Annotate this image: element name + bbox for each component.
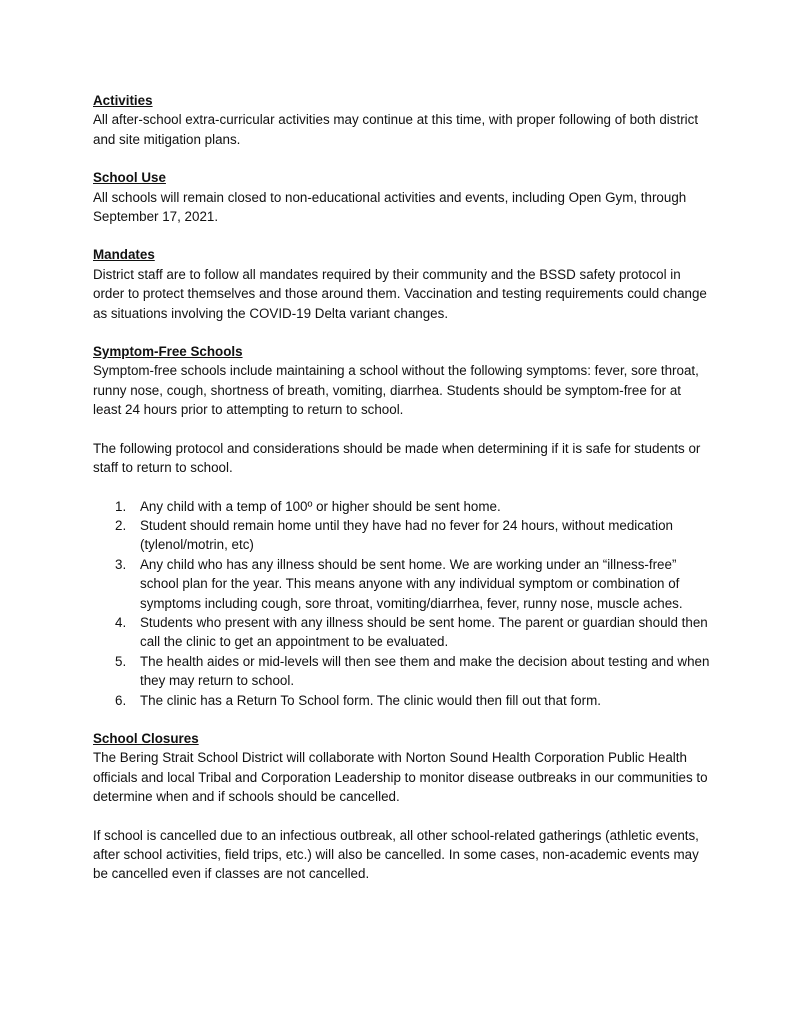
list-item-text: The health aides or mid-levels will then see them and make the decision about testing and when they may return to school.: [140, 653, 710, 689]
list-item-text: The clinic has a Return To School form. The clinic would then fill out that form.: [140, 692, 601, 708]
list-item-number: 5.: [115, 653, 127, 669]
list-item: [93, 555, 713, 613]
list-item-number: 4.: [115, 614, 127, 630]
document-page: [93, 91, 713, 903]
section-paragraph: Symptom-free schools include maintaining a school without the following symptoms: fever, sore throat, runny nose, cough, shortness of breath, vomiting, diarrhea. Students should be symptom-free for at least 24 hours prior to attempting to return to school.: [93, 363, 699, 418]
list-item: [93, 613, 713, 652]
section-paragraph: If school is cancelled due to an infectious outbreak, all other school-related gatherings (athletic events, after school activities, field trips, etc.) will also be cancelled. In some cases, non-academic events may be cancelled even if classes are not cancelled.: [93, 827, 699, 882]
section-mandates: [93, 245, 713, 323]
section-paragraph: District staff are to follow all mandates required by their community and the BSSD safety protocol in order to protect themselves and those around them. Vaccination and testing requirements could change as situations involving the COVID-19 Delta variant changes.: [93, 266, 707, 321]
section-heading: School Closures: [93, 730, 199, 746]
protocol-list-wrapper: [93, 497, 713, 710]
section-school-use: [93, 168, 713, 226]
list-item-number: 6.: [115, 692, 127, 708]
list-item: [93, 516, 713, 555]
section-heading: Mandates: [93, 247, 155, 263]
protocol-list: [93, 497, 713, 710]
section-paragraph: The following protocol and considerations should be made when determining if it is safe for students or staff to return to school.: [93, 440, 701, 476]
section-symptom-free-schools: [93, 342, 713, 710]
section-heading: Activities: [93, 93, 153, 108]
list-item: [93, 497, 713, 516]
list-item-number: 1.: [115, 498, 127, 514]
section-activities: [93, 91, 713, 149]
section-heading: School Use: [93, 170, 166, 186]
section-paragraph: All after-school extra-curricular activities may continue at this time, with proper following of both district and site mitigation plans.: [93, 112, 699, 147]
section-paragraph: The Bering Strait School District will collaborate with Norton Sound Health Corporation Public Health officials and local Tribal and Corporation Leadership to monitor disease outbreaks in our communities to determine when and if schools should be cancelled.: [93, 750, 708, 805]
list-item-text: Any child with a temp of 100º or higher should be sent home.: [140, 498, 501, 514]
section-heading: Symptom-Free Schools: [93, 344, 243, 360]
list-item-number: 3.: [115, 556, 127, 572]
list-item-text: Any child who has any illness should be sent home. We are working under an “illness-free” school plan for the year. This means anyone with any individual symptom or combination of symptoms including cough, sore throat, vomiting/diarrhea, fever, runny nose, muscle aches.: [140, 556, 683, 611]
list-item: [93, 691, 713, 710]
list-item-number: 2.: [115, 517, 127, 533]
section-school-closures: [93, 729, 713, 884]
list-item-text: Student should remain home until they have had no fever for 24 hours, without medication (tylenol/motrin, etc): [140, 517, 673, 553]
list-item: [93, 652, 713, 691]
section-paragraph: All schools will remain closed to non-educational activities and events, including Open Gym, through September 17, 2021.: [93, 189, 687, 225]
list-item-text: Students who present with any illness should be sent home. The parent or guardian should then call the clinic to get an appointment to be evaluated.: [140, 614, 708, 650]
